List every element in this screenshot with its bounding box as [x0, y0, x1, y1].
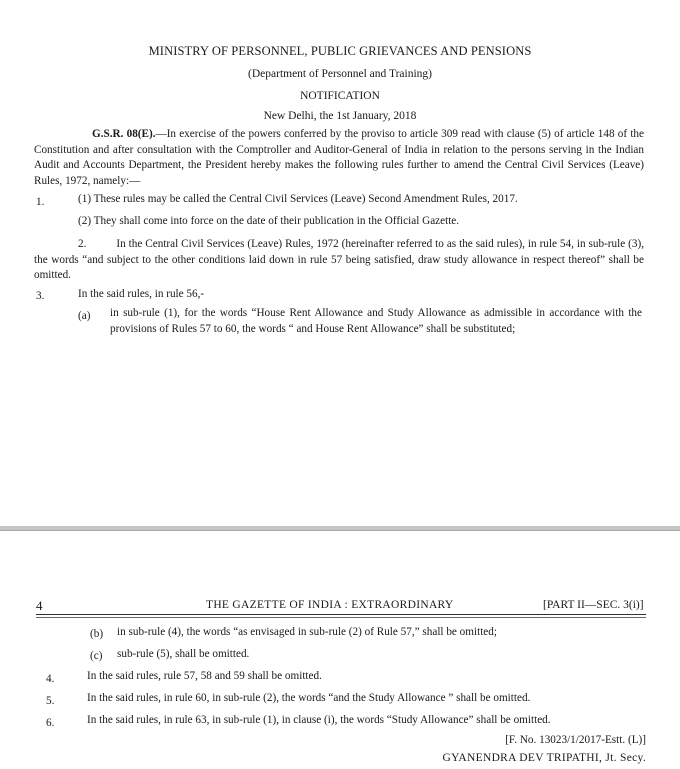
preamble-text: —In exercise of the powers conferred by the proviso to article 309 read with clause (5) of article 148 of the Constitution and after consultation with the Comptroller and Auditor-General of India in relation to the persons serving in the Indian Audit and Accounts Department, the President hereby makes the following rules further to amend the Central Civil Services (Leave) Rules, 1972, namely:— [34, 128, 644, 187]
notification-heading: NOTIFICATION [300, 90, 380, 102]
running-title: THE GAZETTE OF INDIA : EXTRAORDINARY [206, 599, 454, 611]
item-number: 6. [46, 717, 55, 729]
item-number: 2. [78, 238, 87, 250]
item-number: 4. [46, 673, 55, 685]
department-subtitle: (Department of Personnel and Training) [248, 68, 432, 80]
rule-2 [34, 237, 644, 284]
item-number: 1. [36, 196, 45, 208]
rule-1-1: (1) These rules may be called the Central Civil Services (Leave) Second Amendment Rules, 2017. [78, 193, 518, 205]
rule-2-text: In the Central Civil Services (Leave) Rules, 1972 (hereinafter referred to as the said rules), in rule 54, in sub-rule (3), the words “and subject to the other conditions laid down in rule 57 being satisfied, draw study allowance in respect thereof” shall be omitted. [34, 238, 644, 281]
signatory: GYANENDRA DEV TRIPATHI, Jt. Secy. [442, 752, 646, 764]
ministry-title: MINISTRY OF PERSONNEL, PUBLIC GRIEVANCES AND PENSIONS [148, 44, 532, 58]
rule-4: In the said rules, rule 57, 58 and 59 shall be omitted. [87, 670, 322, 682]
rule-1-2: (2) They shall come into force on the date of their publication in the Official Gazette. [78, 215, 460, 227]
rule-6: In the said rules, in rule 63, in sub-rule (1), in clause (i), the words “Study Allowance” shall be omitted. [87, 714, 551, 726]
rule-3c: sub-rule (5), shall be omitted. [117, 648, 250, 660]
page-separator-shadow [0, 530, 680, 531]
page-number: 4 [36, 598, 43, 613]
place-date: New Delhi, the 1st January, 2018 [263, 110, 417, 122]
file-number: [F. No. 13023/1/2017-Estt. (L)] [505, 734, 646, 746]
rule-3a: in sub-rule (1), for the words “House Rent Allowance and Study Allowance as admissible in accordance with the provisions of Rules 57 to 60, the words “ and House Rent Allowance” shall be substituted; [110, 307, 642, 335]
part-section: [PART II—SEC. 3(i)] [543, 599, 644, 611]
header-rule-double [36, 617, 646, 618]
header-rule [36, 614, 646, 615]
gsr-reference: G.S.R. 08(E). [92, 128, 156, 140]
item-number: 5. [46, 695, 55, 707]
rule-5: In the said rules, in rule 60, in sub-rule (2), the words “and the Study Allowance ” shall be omitted. [87, 692, 531, 704]
item-letter: (b) [90, 628, 104, 640]
rule-3b: in sub-rule (4), the words “as envisaged in sub-rule (2) of Rule 57,” shall be omitted; [117, 626, 497, 638]
item-letter: (a) [78, 310, 91, 322]
item-letter: (c) [90, 650, 103, 662]
item-number: 3. [36, 290, 45, 302]
rule-3: In the said rules, in rule 56,- [78, 288, 205, 300]
preamble-paragraph [34, 127, 644, 189]
